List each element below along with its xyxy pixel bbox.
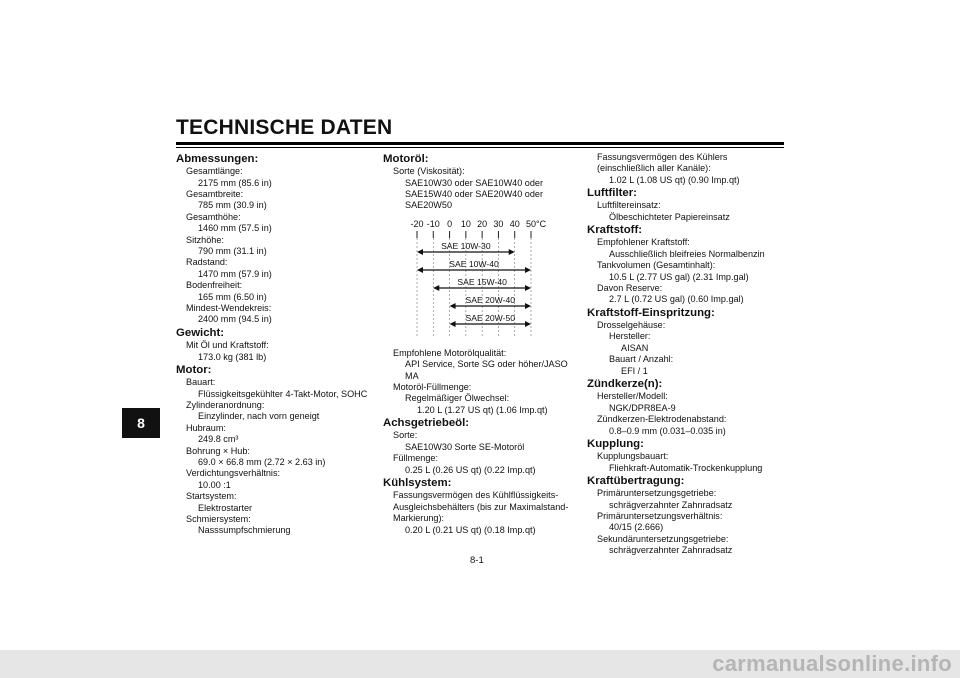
viscosity-grade-label: SAE 10W-40 — [449, 258, 499, 269]
viscosity-grade-label: SAE 20W-50 — [465, 312, 516, 323]
section-heading: Abmessungen: — [176, 153, 259, 165]
spec-label: Primäruntersetzungsgetriebe: — [597, 488, 717, 499]
spec-value: Fliehkraft-Automatik-Trockenkupplung — [609, 462, 763, 473]
spec-value: schrägverzahnter Zahnradsatz — [609, 545, 733, 556]
spec-value: 40/15 (2.666) — [609, 522, 664, 533]
arrow-right-icon — [525, 267, 531, 273]
spec-value: Nasssumpfschmierung — [198, 525, 291, 536]
spec-label: Fassungsvermögen des Kühlers — [597, 152, 728, 162]
spec-label: Gesamtbreite: — [186, 189, 244, 200]
spec-value: Ölbeschichteter Papiereinsatz — [609, 211, 730, 222]
spec-value: 0.8–0.9 mm (0.031–0.035 in) — [609, 425, 726, 436]
viscosity-grade-label: SAE 10W-30 — [441, 240, 491, 251]
arrow-left-icon — [417, 267, 423, 273]
spec-label: Davon Reserve: — [597, 283, 663, 294]
spec-label: Markierung): — [393, 513, 445, 524]
spec-label: Primäruntersetzungsverhältnis: — [597, 510, 723, 521]
section-heading: Motor: — [176, 363, 212, 376]
spec-label: Füllmenge: — [393, 453, 438, 464]
spec-label: Kupplungsbauart: — [597, 451, 669, 462]
spec-value: Einzylinder, nach vorn geneigt — [198, 411, 320, 422]
oil-viscosity-chart — [389, 216, 579, 346]
spec-label: Gesamthöhe: — [186, 211, 241, 222]
section-heading: Motoröl: — [383, 153, 429, 165]
arrow-right-icon — [509, 249, 515, 255]
column-oil-cooling — [383, 152, 583, 536]
section-heading: Gewicht: — [176, 326, 225, 339]
spec-label: Hersteller/Modell: — [597, 391, 668, 402]
column-dimensions-engine — [176, 152, 376, 537]
spec-label: Sekundäruntersetzungsgetriebe: — [597, 533, 729, 544]
section-heading: Kraftstoff: — [587, 224, 643, 237]
spec-value: 10.5 L (2.77 US gal) (2.31 Imp.gal) — [609, 271, 749, 282]
spec-value: 249.8 cm³ — [198, 434, 239, 445]
spec-label: Tankvolumen (Gesamtinhalt): — [597, 260, 716, 271]
viscosity-unit-label: °C — [536, 218, 547, 229]
spec-value: SAE10W30 Sorte SE-Motoröl — [405, 441, 525, 452]
spec-value: 1.20 L (1.27 US qt) (1.06 Imp.qt) — [417, 404, 548, 415]
spec-label: Mindest-Wendekreis: — [186, 303, 272, 314]
spec-value: SAE20W50 — [405, 200, 453, 211]
column-fuel-transmission — [587, 152, 787, 557]
title-rule-thin — [176, 147, 784, 148]
spec-label: Radstand: — [186, 257, 228, 268]
spec-value: 165 mm (6.50 in) — [198, 291, 267, 302]
spec-value: 0.25 L (0.26 US qt) (0.22 Imp.qt) — [405, 464, 536, 475]
spec-value: 1.02 L (1.08 US qt) (0.90 Imp.qt) — [609, 174, 740, 185]
spec-value: 0.20 L (0.21 US qt) (0.18 Imp.qt) — [405, 524, 536, 535]
spec-value: 2400 mm (94.5 in) — [198, 314, 272, 325]
arrow-left-icon — [417, 249, 423, 255]
spec-label: Bodenfreiheit: — [186, 280, 243, 291]
spec-value: AISAN — [621, 342, 649, 353]
title-rule-thick — [176, 142, 784, 145]
arrow-left-icon — [450, 321, 456, 327]
spec-label: Regelmäßiger Ölwechsel: — [405, 393, 510, 404]
spec-label: Ausgleichsbehälters (bis zur Maximalstand- — [393, 501, 569, 512]
section-heading: Kraftübertragung: — [587, 474, 685, 487]
spec-label: Schmiersystem: — [186, 513, 251, 524]
spec-label: Fassungsvermögen des Kühlflüssigkeits- — [393, 490, 559, 501]
section-heading: Zündkerze(n): — [587, 378, 663, 391]
spec-value: Ausschließlich bleifreies Normalbenzin — [609, 248, 765, 259]
spec-value: 10.00 :1 — [198, 479, 231, 490]
viscosity-tick-label: -20 — [410, 218, 424, 229]
spec-label: (einschließlich aller Kanäle): — [597, 163, 711, 174]
chapter-tab[interactable]: 8 — [122, 408, 160, 438]
spec-label: Zündkerzen-Elektrodenabstand: — [597, 414, 727, 425]
arrow-left-icon — [450, 303, 456, 309]
spec-label: Bauart: — [186, 377, 216, 388]
viscosity-grade-label: SAE 20W-40 — [465, 294, 516, 305]
spec-value: schrägverzahnter Zahnradsatz — [609, 499, 733, 510]
section-heading: Kühlsystem: — [383, 477, 452, 490]
arrow-left-icon — [433, 285, 439, 291]
footer-watermark-logo[interactable]: carmanualsonline.info — [712, 651, 952, 676]
viscosity-tick-label: 50 — [525, 218, 537, 229]
viscosity-tick-label: 0 — [447, 218, 453, 229]
spec-label: Mit Öl und Kraftstoff: — [186, 340, 269, 351]
spec-label: Sorte: — [393, 430, 418, 441]
spec-value: Elektrostarter — [198, 502, 253, 513]
spec-value: 2175 mm (85.6 in) — [198, 177, 272, 188]
arrow-right-icon — [525, 285, 531, 291]
arrow-right-icon — [525, 321, 531, 327]
spec-label: Sorte (Viskosität): — [393, 166, 465, 177]
spec-label: Empfohlener Kraftstoff: — [597, 237, 690, 248]
spec-value: 69.0 × 66.8 mm (2.72 × 2.63 in) — [198, 456, 326, 467]
spec-label: Gesamtlänge: — [186, 166, 243, 177]
section-heading: Luftfilter: — [587, 187, 637, 200]
spec-value: MA — [405, 370, 419, 381]
spec-label: Zylinderanordnung: — [186, 399, 265, 410]
page-number: 8-1 — [470, 555, 484, 566]
spec-value: 790 mm (31.1 in) — [198, 246, 267, 257]
viscosity-tick-label: 40 — [509, 218, 520, 229]
spec-label: Sitzhöhe: — [186, 234, 224, 245]
section-heading: Achsgetriebeöl: — [383, 417, 470, 430]
spec-value: 785 mm (30.9 in) — [198, 200, 267, 211]
section-heading: Kupplung: — [587, 437, 644, 450]
spec-label: Empfohlene Motorölqualität: — [393, 347, 507, 358]
spec-value: SAE15W40 oder SAE20W40 oder — [405, 189, 544, 200]
spec-label: Verdichtungsverhältnis: — [186, 468, 281, 479]
spec-value: NGK/DPR8EA-9 — [609, 402, 676, 413]
spec-value: API Service, Sorte SG oder höher/JASO — [405, 359, 568, 370]
viscosity-tick-label: 20 — [477, 218, 488, 229]
viscosity-tick-label: 30 — [493, 218, 504, 229]
spec-label: Hersteller: — [609, 331, 651, 342]
section-heading: Kraftstoff-Einspritzung: — [587, 306, 715, 319]
spec-label: Bauart / Anzahl: — [609, 354, 674, 365]
spec-label: Bohrung × Hub: — [186, 445, 250, 456]
viscosity-tick-label: -10 — [426, 218, 440, 229]
spec-value: 2.7 L (0.72 US gal) (0.60 Imp.gal) — [609, 294, 744, 305]
page-title: TECHNISCHE DATEN — [176, 116, 393, 139]
viscosity-grade-label: SAE 15W-40 — [457, 276, 507, 287]
arrow-right-icon — [525, 303, 531, 309]
spec-label: Motoröl-Füllmenge: — [393, 382, 472, 393]
viscosity-tick-label: 10 — [460, 218, 471, 229]
spec-value: SAE10W30 oder SAE10W40 oder — [405, 177, 544, 188]
spec-value: Flüssigkeitsgekühlter 4-Takt-Motor, SOHC — [198, 388, 368, 399]
spec-label: Startsystem: — [186, 491, 237, 502]
spec-value: EFI / 1 — [621, 365, 648, 376]
spec-value: 1470 mm (57.9 in) — [198, 268, 272, 279]
spec-value: 173.0 kg (381 lb) — [198, 351, 267, 362]
spec-value: 1460 mm (57.5 in) — [198, 223, 272, 234]
spec-label: Luftfiltereinsatz: — [597, 200, 661, 211]
spec-label: Drosselgehäuse: — [597, 320, 666, 331]
spec-label: Hubraum: — [186, 422, 226, 433]
